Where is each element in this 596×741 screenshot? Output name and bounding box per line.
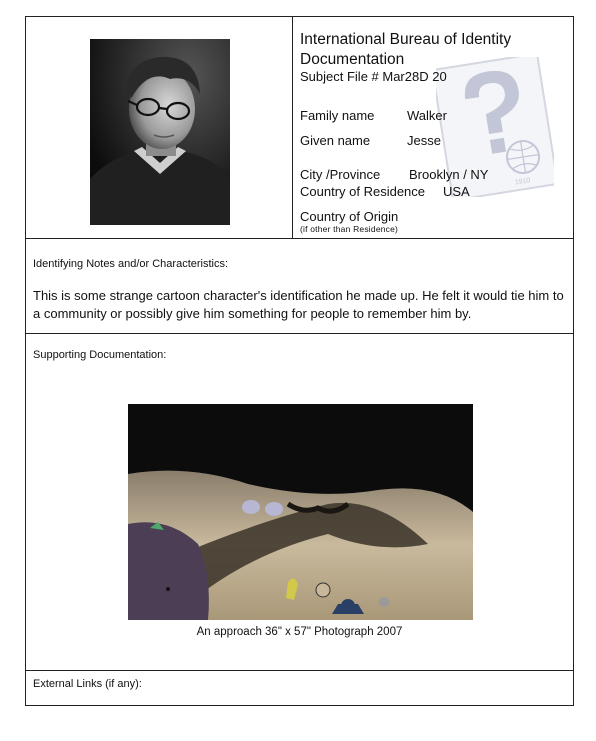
stamp-year: 1910 [514,177,531,187]
family-name-value: Walker [407,108,447,123]
given-name-value: Jesse [407,133,441,148]
subject-portrait-photo [90,39,230,225]
header-divider [292,17,293,239]
identity-fields [300,17,570,239]
subject-file-number: Subject File # Mar28D 20 [300,69,447,84]
identity-document [25,16,574,706]
photo-caption: An approach 36" x 57" Photograph 2007 [196,626,403,638]
notes-text: This is some strange cartoon character's identification he made up. He felt it would tie him to a community or possibly give him something for people to remember him by. [33,288,564,321]
city-value: Brooklyn / NY [409,167,489,182]
external-links-section [26,671,573,705]
given-name-label: Given name [300,133,371,148]
notes-section [26,239,573,334]
country-origin-label: Country of Origin [300,209,399,224]
external-links-label: External Links (if any): [33,678,142,690]
country-residence-value: USA [443,184,470,199]
city-label: City /Province [300,167,381,182]
supporting-photograph [128,404,473,620]
family-name-label: Family name [300,108,375,123]
country-residence-label: Country of Residence [300,184,426,199]
supporting-label: Supporting Documentation: [33,349,167,361]
identity-header-row [26,17,573,239]
country-origin-note: (if other than Residence) [300,224,399,234]
supporting-documentation-section [26,334,573,671]
notes-label: Identifying Notes and/or Characteristics: [33,258,229,270]
bureau-title: International Bureau of Identity Documentation [300,31,512,68]
